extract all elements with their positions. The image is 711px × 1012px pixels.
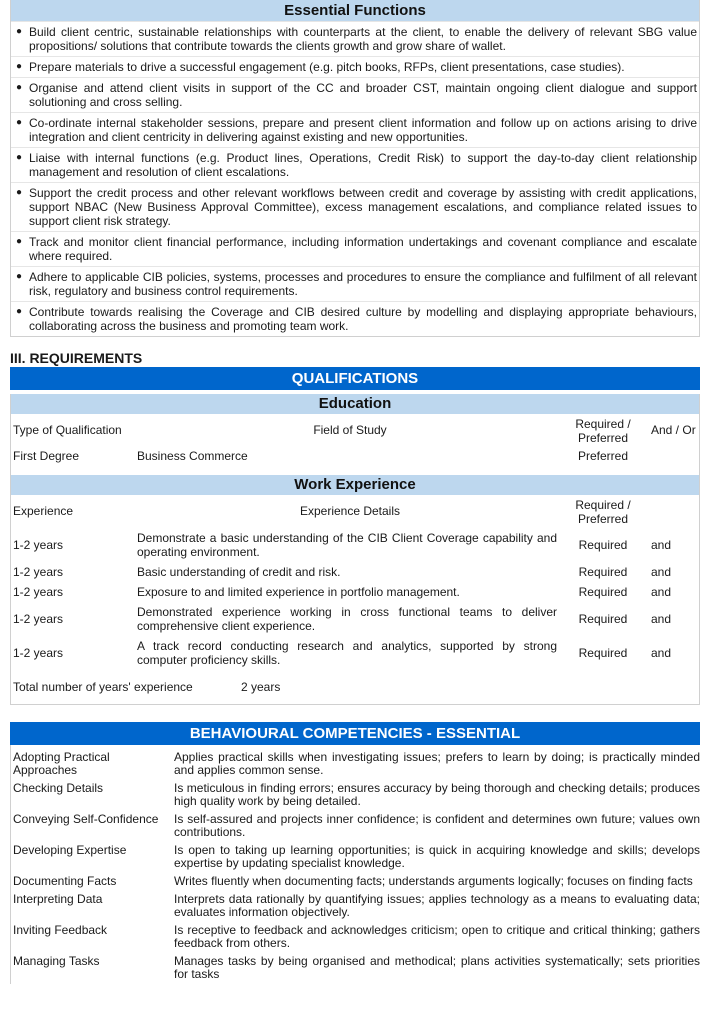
competency-row <box>11 873 700 891</box>
competency-row <box>11 922 700 953</box>
col-field-of-study: Field of Study <box>313 423 387 438</box>
col-experience: Experience <box>13 504 74 519</box>
work-experience-row: 1-2 years Demonstrate a basic understanding of the CIB Client Coverage capability and operating environment. Required and <box>13 531 672 559</box>
bullet-icon: ● <box>16 187 23 198</box>
competency-row <box>11 891 700 922</box>
bullet-icon: ● <box>16 26 23 37</box>
bullet-icon: ● <box>16 82 23 93</box>
education-row: First Degree Business Commerce Preferred <box>13 448 629 463</box>
qualifications-header: QUALIFICATIONS <box>10 367 700 390</box>
essential-function-item: ● Adhere to applicable CIB policies, systems, processes and procedures to ensure the compliance and fulfilment of all relevant risk, regulatory and business control requirements. <box>11 266 699 301</box>
work-experience-column-headers <box>11 495 699 528</box>
competency-row <box>11 780 700 811</box>
competency-row <box>11 749 700 780</box>
essential-functions-title: Essential Functions <box>11 0 699 21</box>
competency-description: Interprets data rationally by quantifying issues; applies technology as a means to evaluating data; evaluates information objectively. <box>174 892 700 919</box>
competency-row <box>11 811 700 842</box>
work-experience-row: 1-2 years A track record conducting research and analytics, supported by strong computer proficiency skills. Required and <box>13 639 672 667</box>
bullet-icon: ● <box>16 117 23 128</box>
competency-name: Inviting Feedback <box>13 923 108 937</box>
bullet-icon: ● <box>16 152 23 163</box>
behavioural-competencies-list <box>10 745 700 984</box>
requirements-heading: III. REQUIREMENTS <box>10 350 143 366</box>
col-required-preferred: Required / Preferred <box>575 416 631 445</box>
col-type-of-qualification: Type of Qualification <box>13 423 122 438</box>
competency-name: Managing Tasks <box>13 954 100 968</box>
competency-description: Is meticulous in finding errors; ensures accuracy by being thorough and checking details; produces high quality work by being detailed. <box>174 781 700 808</box>
competency-name: Conveying Self-Confidence <box>13 812 159 826</box>
qualifications-table <box>10 394 700 705</box>
essential-function-item: ● Track and monitor client financial performance, including information undertakings and covenant compliance and escalate where required. <box>11 231 699 266</box>
total-years-label: Total number of years' experience <box>13 679 193 694</box>
education-column-headers <box>11 414 699 447</box>
bullet-icon: ● <box>16 61 23 72</box>
competency-description: Is self-assured and projects inner confidence; is confident and determines own future; values own contributions. <box>174 812 700 839</box>
behavioural-competencies-header: BEHAVIOURAL COMPETENCIES - ESSENTIAL <box>10 722 700 745</box>
essential-function-item: ● Liaise with internal functions (e.g. Product lines, Operations, Credit Risk) to support the day-to-day client relationship management and resolution of client escalations. <box>11 147 699 182</box>
col-and-or: And / Or <box>651 423 696 438</box>
total-years-value: 2 years <box>241 679 281 694</box>
competency-name: Documenting Facts <box>13 874 117 888</box>
competency-name: Checking Details <box>13 781 104 795</box>
col-experience-details: Experience Details <box>299 504 401 519</box>
bullet-icon: ● <box>16 271 23 282</box>
competency-description: Is receptive to feedback and acknowledges criticism; open to critique and critical thinking; gathers feedback from others. <box>174 923 700 950</box>
competency-description: Is open to taking up learning opportunities; is quick in acquiring knowledge and skills; develops expertise by updating specialist knowledge. <box>174 843 700 870</box>
competency-description: Applies practical skills when investigating issues; prefers to learn by doing; is practically minded and applies common sense. <box>174 750 700 777</box>
essential-function-item: ● Support the credit process and other relevant workflows between credit and coverage by assisting with credit applications, support NBAC (New Business Approval Committee), excess management escalations, and compliance related issues to support client risk strategy. <box>11 182 699 231</box>
col-required-preferred: Required / Preferred <box>575 497 631 526</box>
essential-function-item: ● Organise and attend client visits in support of the CC and broader CST, maintain ongoing client dialogue and support solutioning and cross selling. <box>11 77 699 112</box>
competency-name: Developing Expertise <box>13 843 127 857</box>
bullet-icon: ● <box>16 236 23 247</box>
competency-description: Manages tasks by being organised and methodical; plans activities systematically; sets priorities for tasks <box>174 954 700 981</box>
competency-description: Writes fluently when documenting facts; understands arguments logically; focuses on finding facts <box>174 874 693 888</box>
competency-row <box>11 842 700 873</box>
essential-function-item: ● Co-ordinate internal stakeholder sessions, prepare and present client information and follow up on actions arising to drive integration and client centricity in delivering against existing and new opportunities. <box>11 112 699 147</box>
total-years-experience <box>11 670 699 704</box>
bullet-icon: ● <box>16 306 23 317</box>
essential-function-item: ● Contribute towards realising the Coverage and CIB desired culture by modelling and displaying appropriate behaviours, collaborating across the business and promoting team work. <box>11 301 699 336</box>
essential-function-item: ● Prepare materials to drive a successful engagement (e.g. pitch books, RFPs, client presentations, case studies). <box>11 56 699 77</box>
work-experience-row: 1-2 years Demonstrated experience working in cross functional teams to deliver comprehensive client experience. Required and <box>13 605 672 633</box>
work-experience-header: Work Experience <box>11 475 699 495</box>
competency-row <box>11 953 700 984</box>
work-experience-row: 1-2 years Basic understanding of credit and risk. Required and <box>13 564 672 579</box>
education-header: Education <box>11 394 699 414</box>
competency-name: Interpreting Data <box>13 892 103 906</box>
essential-function-item: ● Build client centric, sustainable relationships with counterparts at the client, to enable the delivery of relevant SBG value propositions/ solutions that contribute towards the clients growth and grow share of wallet. <box>11 21 699 56</box>
work-experience-row: 1-2 years Exposure to and limited experience in portfolio management. Required and <box>13 584 672 599</box>
essential-functions-section <box>10 0 700 337</box>
competency-name: Adopting Practical Approaches <box>13 750 110 777</box>
